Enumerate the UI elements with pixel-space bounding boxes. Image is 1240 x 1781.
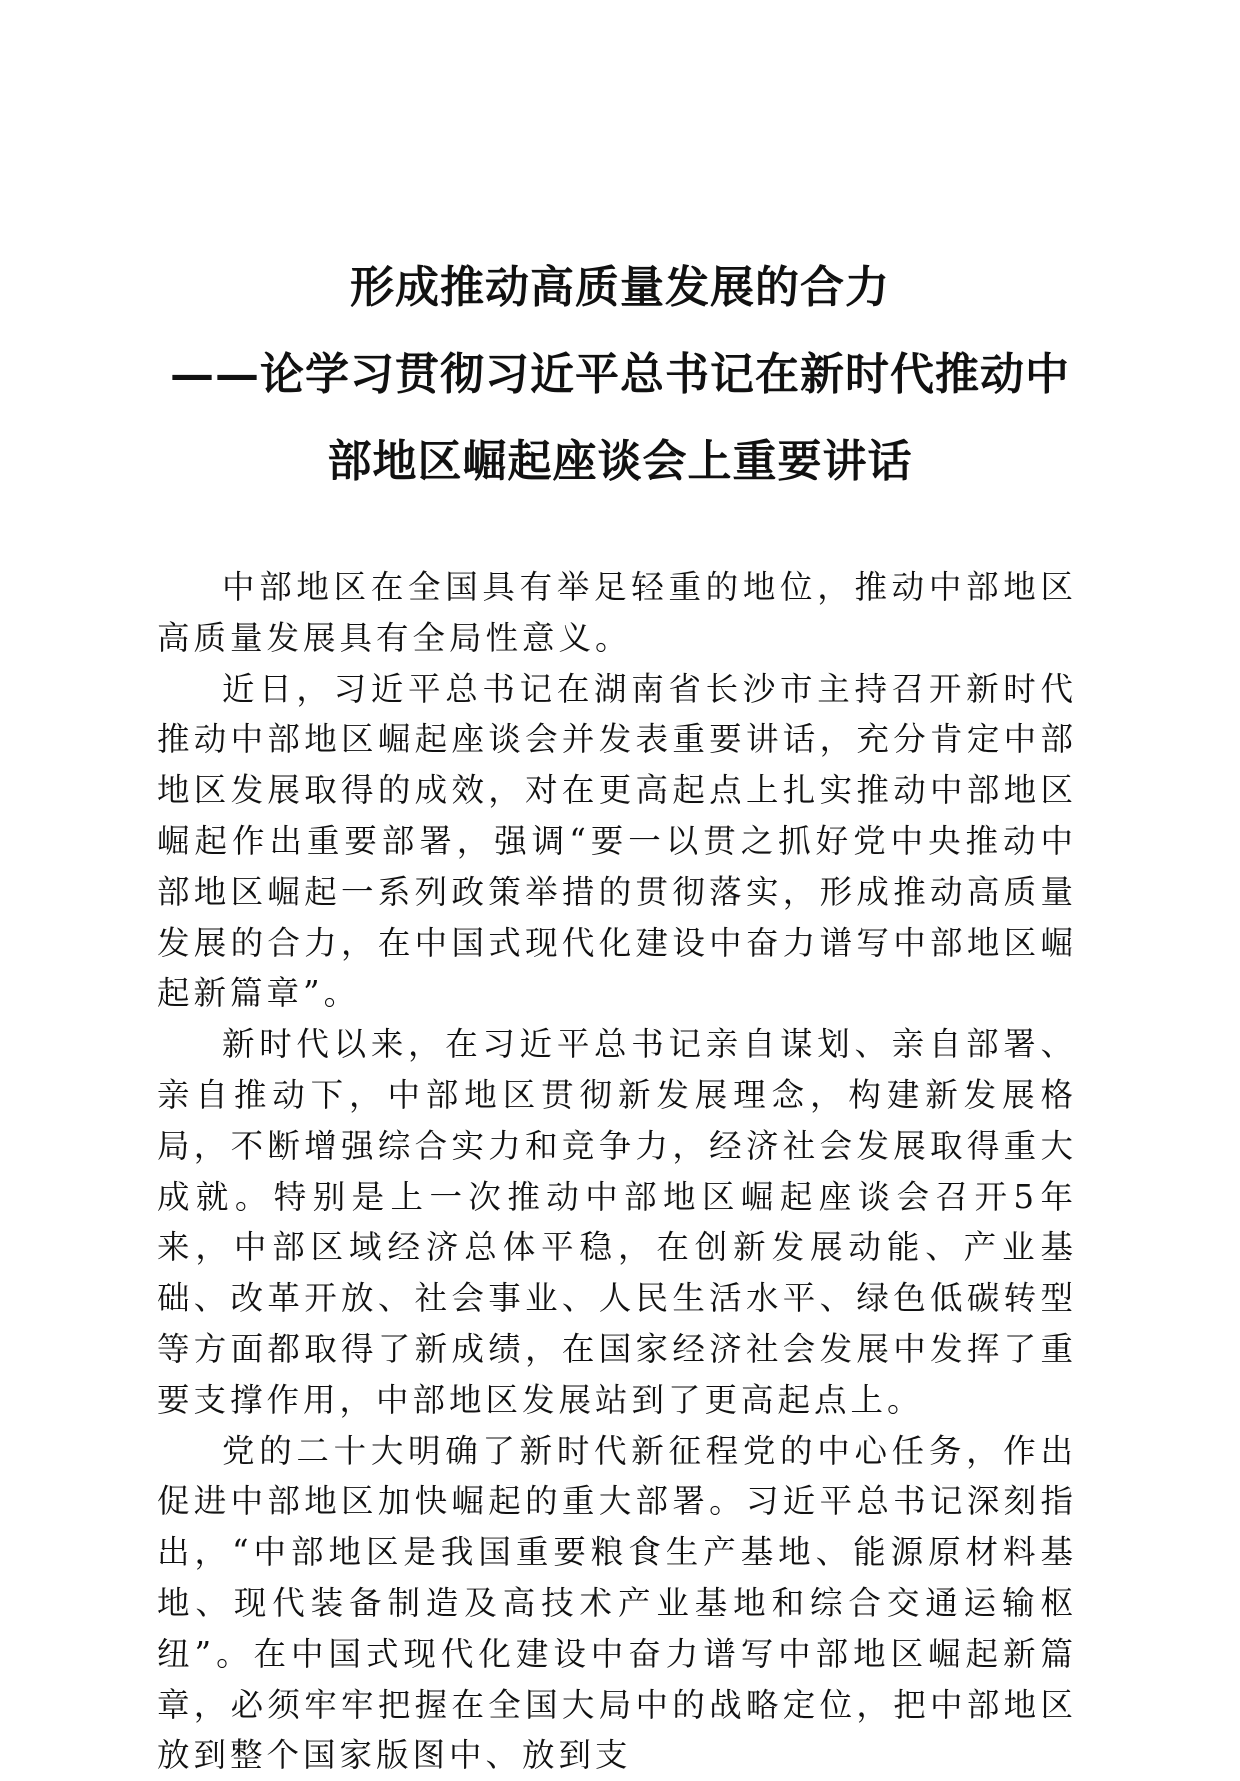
- paragraph: 党的二十大明确了新时代新征程党的中心任务，作出促进中部地区加快崛起的重大部署。习近平总书记深刻指出，“中部地区是我国重要粮食生产基地、能源原材料基地、现代装备制造及高技术产业基地和综合交通运输枢纽”。在中国式现代化建设中奋力谱写中部地区崛起新篇章，必须牢牢把握在全国大局中的战略定位，把中部地区放到整个国家版图中、放到支: [157, 1431, 1077, 1775]
- title-subtitle-line-1: ——论学习贯彻习近平总书记在新时代推动中: [170, 349, 1070, 400]
- title-main: 形成推动高质量发展的合力: [350, 262, 890, 313]
- paragraph: 中部地区在全国具有举足轻重的地位，推动中部地区高质量发展具有全局性意义。: [157, 568, 1077, 657]
- paragraph: 新时代以来，在习近平总书记亲自谋划、亲自部署、亲自推动下，中部地区贯彻新发展理念，构建新发展格局，不断增强综合实力和竞争力，经济社会发展取得重大成就。特别是上一次推动中部地区崛起座谈会召开5年来，中部区域经济总体平稳，在创新发展动能、产业基础、改革开放、社会事业、人民生活水平、绿色低碳转型等方面都取得了新成绩，在国家经济社会发展中发挥了重要支撑作用，中部地区发展站到了更高起点上。: [157, 1025, 1077, 1419]
- document-body: [157, 562, 1077, 1781]
- document-title: [150, 244, 1090, 505]
- title-subtitle-line-2: 部地区崛起座谈会上重要讲话: [327, 436, 913, 487]
- paragraph: 近日，习近平总书记在湖南省长沙市主持召开新时代推动中部地区崛起座谈会并发表重要讲话，充分肯定中部地区发展取得的成效，对在更高起点上扎实推动中部地区崛起作出重要部署，强调“要一以贯之抓好党中央推动中部地区崛起一系列政策举措的贯彻落实，形成推动高质量发展的合力，在中国式现代化建设中奋力谱写中部地区崛起新篇章”。: [157, 669, 1077, 1013]
